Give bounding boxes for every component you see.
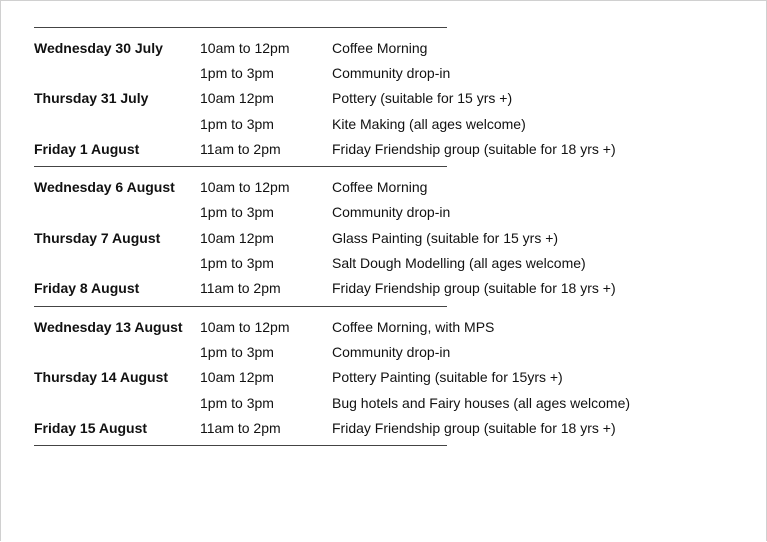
schedule-row (34, 111, 734, 136)
schedule-row (34, 365, 734, 390)
activity-label: Coffee Morning, with MPS (332, 318, 495, 335)
day-label: Friday 15 August (34, 419, 148, 436)
activity-label: Community drop-in (332, 343, 451, 360)
schedule-row (34, 276, 734, 301)
week-block-3 (34, 307, 734, 445)
schedule-row (34, 415, 734, 440)
activity-label: Friday Friendship group (suitable for 18 yrs +) (332, 419, 616, 436)
time-label: 1pm to 3pm (200, 255, 274, 272)
time-label: 10am to 12pm (200, 179, 290, 196)
schedule-row (34, 250, 734, 275)
schedule-row (34, 314, 734, 339)
day-label: Wednesday 13 August (34, 318, 183, 335)
day-label: Thursday 7 August (34, 229, 161, 246)
time-label: 10am to 12pm (200, 318, 290, 335)
schedule-row (34, 200, 734, 225)
activity-label: Glass Painting (suitable for 15 yrs +) (332, 229, 559, 246)
time-label: 1pm to 3pm (200, 115, 274, 132)
activity-label: Bug hotels and Fairy houses (all ages welcome) (332, 394, 631, 411)
activity-schedule (34, 27, 734, 446)
day-label: Thursday 31 July (34, 90, 149, 107)
activity-label: Salt Dough Modelling (all ages welcome) (332, 255, 586, 272)
schedule-row (34, 86, 734, 111)
activity-label: Coffee Morning (332, 179, 428, 196)
day-label: Friday 8 August (34, 280, 140, 297)
time-label: 10am 12pm (200, 229, 274, 246)
schedule-row (34, 225, 734, 250)
activity-label: Coffee Morning (332, 39, 428, 56)
time-label: 10am to 12pm (200, 39, 290, 56)
week-block-1 (34, 28, 734, 166)
time-label: 11am to 2pm (200, 140, 281, 157)
schedule-row (34, 339, 734, 364)
time-label: 10am 12pm (200, 369, 274, 386)
activity-label: Friday Friendship group (suitable for 18 yrs +) (332, 140, 616, 157)
day-label: Wednesday 30 July (34, 39, 163, 56)
time-label: 1pm to 3pm (200, 204, 274, 221)
time-label: 1pm to 3pm (200, 343, 274, 360)
activity-label: Pottery Painting (suitable for 15yrs +) (332, 369, 563, 386)
time-label: 11am to 2pm (200, 419, 281, 436)
schedule-row (34, 60, 734, 85)
time-label: 1pm to 3pm (200, 394, 274, 411)
schedule-row (34, 390, 734, 415)
time-label: 11am to 2pm (200, 280, 281, 297)
time-label: 10am 12pm (200, 90, 274, 107)
schedule-row (34, 136, 734, 161)
day-label: Thursday 14 August (34, 369, 169, 386)
activity-label: Kite Making (all ages welcome) (332, 115, 526, 132)
activity-label: Pottery (suitable for 15 yrs +) (332, 90, 513, 107)
time-label: 1pm to 3pm (200, 64, 274, 81)
section-divider (34, 445, 447, 446)
activity-label: Friday Friendship group (suitable for 18 yrs +) (332, 280, 616, 297)
day-label: Friday 1 August (34, 140, 140, 157)
day-label: Wednesday 6 August (34, 179, 175, 196)
week-block-2 (34, 167, 734, 305)
schedule-row (34, 35, 734, 60)
activity-label: Community drop-in (332, 64, 451, 81)
schedule-row (34, 174, 734, 199)
activity-label: Community drop-in (332, 204, 451, 221)
